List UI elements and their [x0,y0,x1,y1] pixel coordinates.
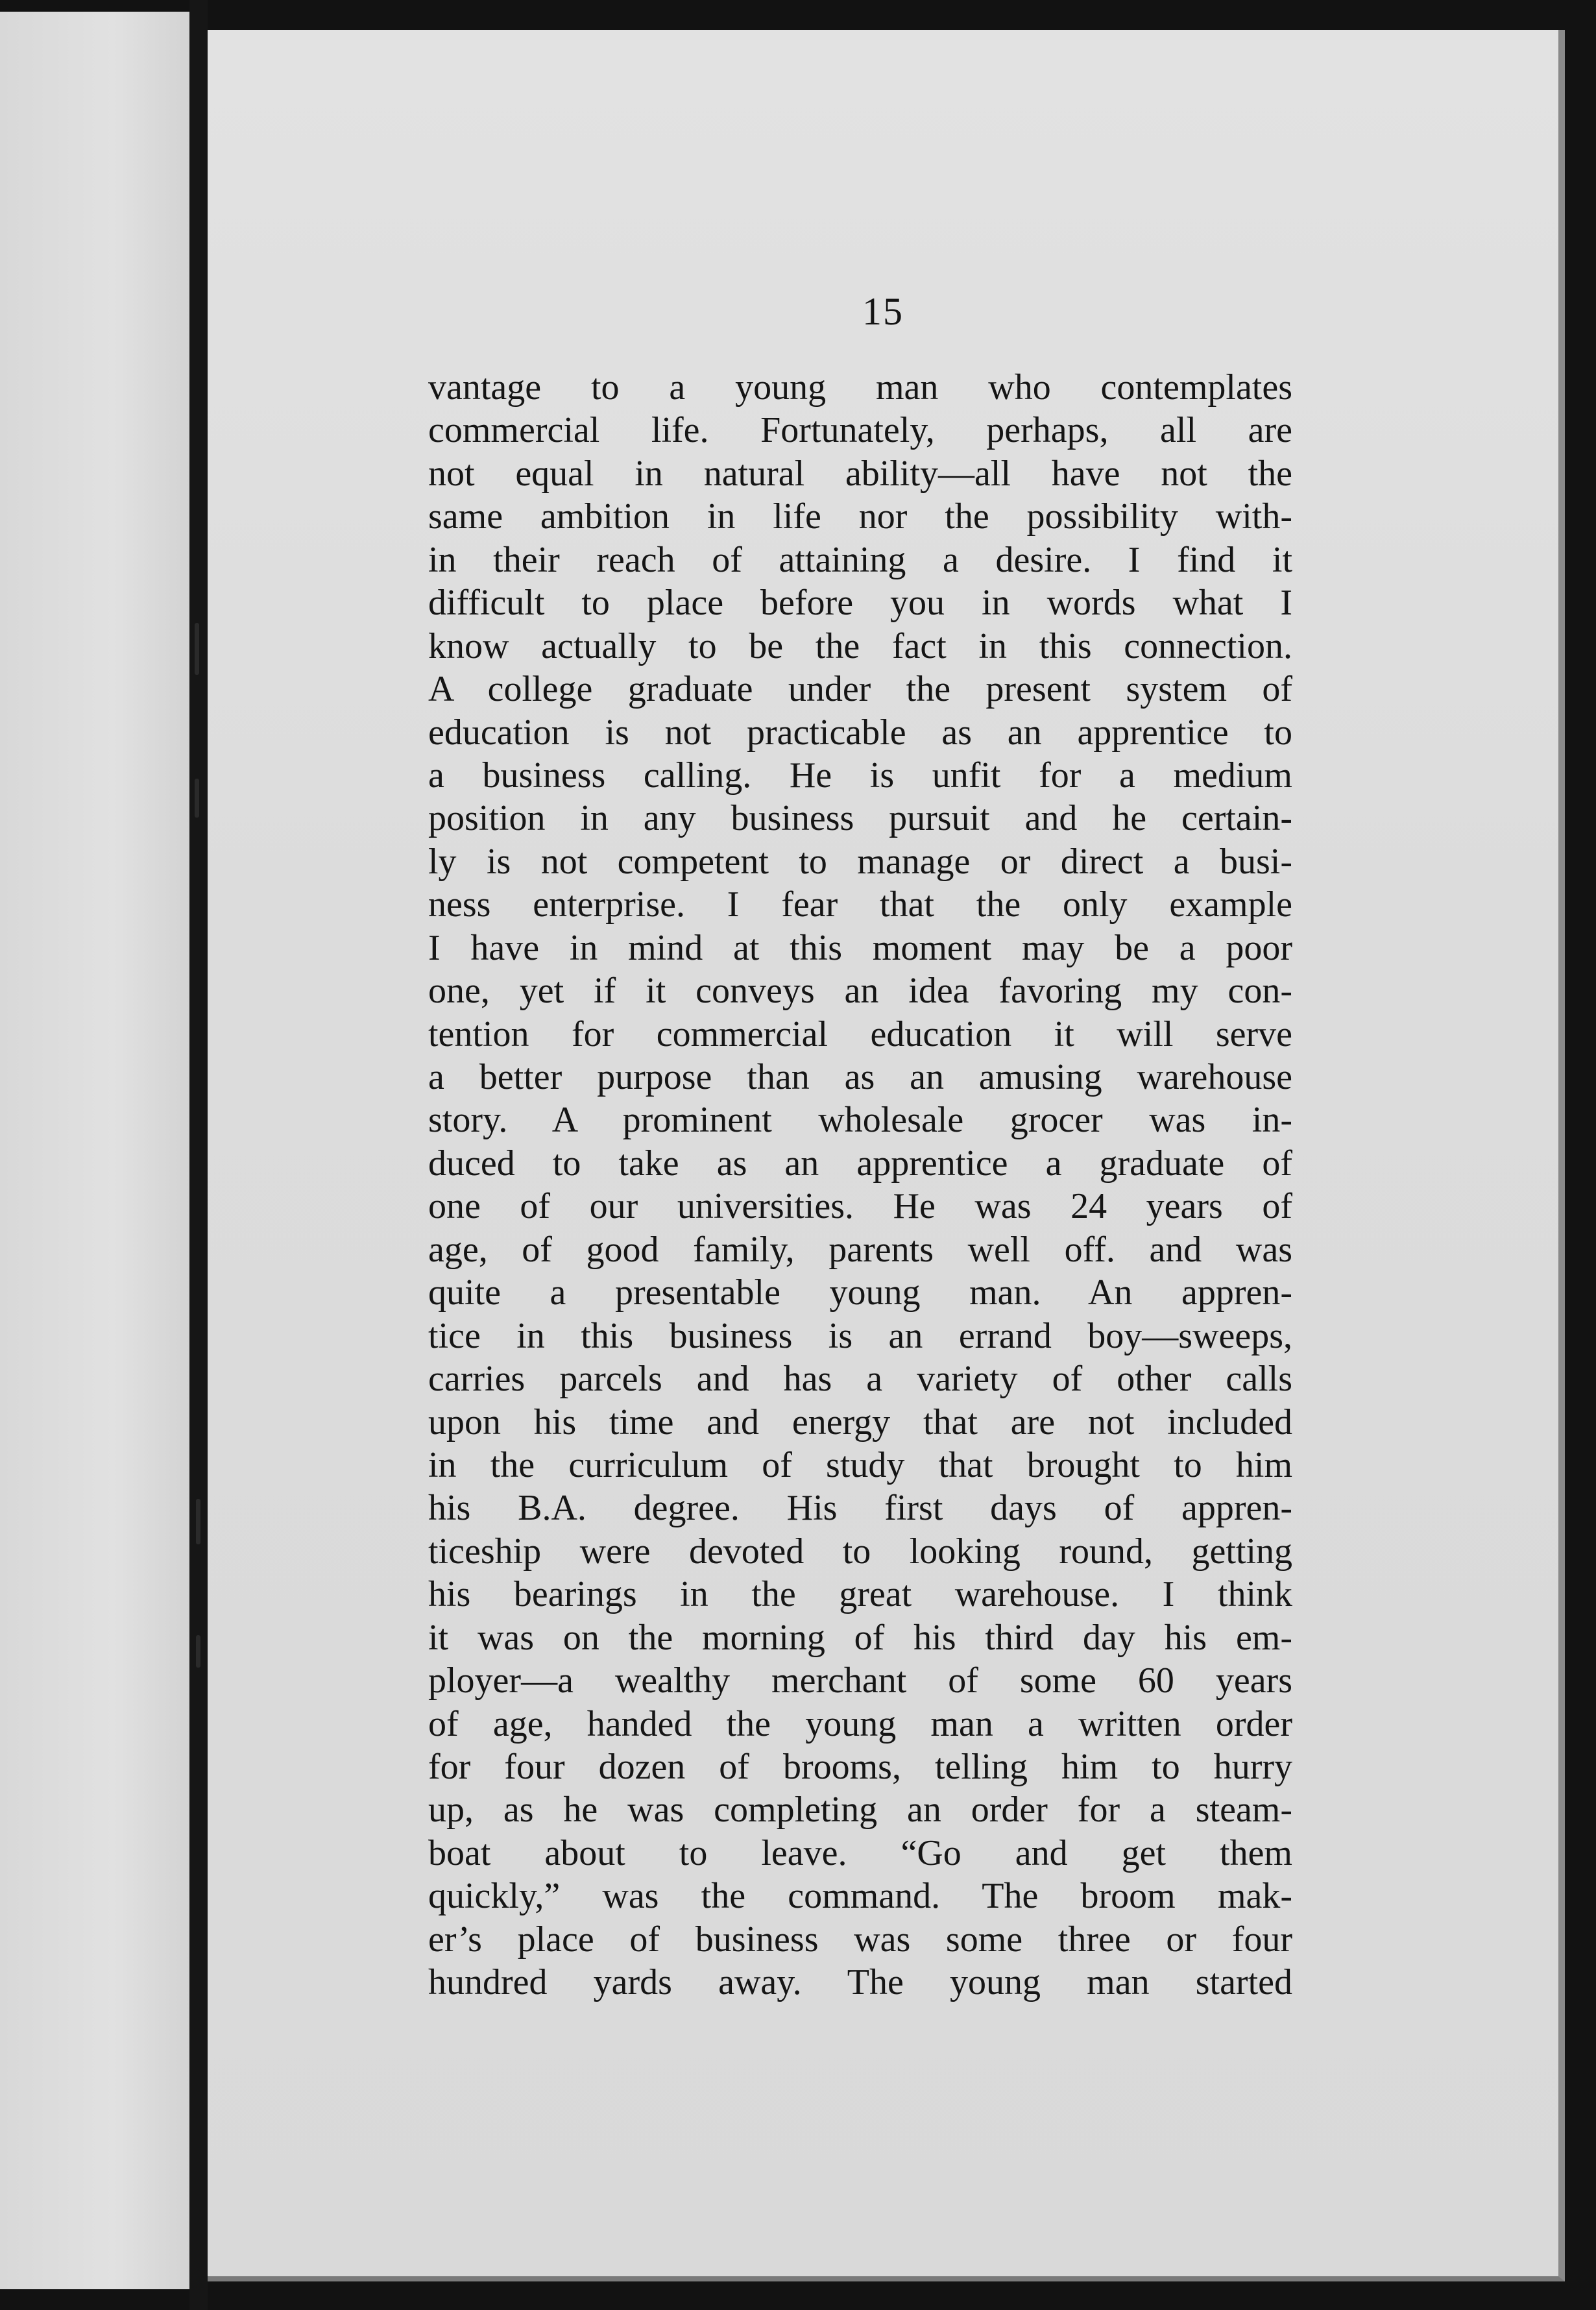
facing-page-edge [0,12,189,2289]
binding-mark [196,1499,200,1544]
text-line: hundred yards away. The young man started [428,1962,1292,2003]
text-line: in their reach of attaining a desire. I find it [428,539,1292,580]
text-line: one of our universities. He was 24 years of [428,1186,1292,1227]
body-text [428,366,1292,2004]
text-line: er’s place of business was some three or four [428,1919,1292,1960]
text-line: a business calling. He is unfit for a medium [428,755,1292,796]
text-line: up, as he was completing an order for a steam- [428,1790,1292,1830]
text-line: same ambition in life nor the possibility with- [428,496,1292,537]
text-line: commercial life. Fortunately, perhaps, all are [428,410,1292,451]
text-line: ticeship were devoted to looking round, getting [428,1531,1292,1572]
book-gutter [189,0,208,2310]
text-line: A college graduate under the present system of [428,669,1292,710]
text-line: education is not practicable as an apprentice to [428,712,1292,753]
text-line: in the curriculum of study that brought to him [428,1444,1292,1485]
text-line: his B.A. degree. His first days of appren- [428,1488,1292,1529]
text-line: duced to take as an apprentice a graduate of [428,1143,1292,1184]
text-line: not equal in natural ability—all have not the [428,453,1292,494]
binding-mark [195,779,199,818]
text-line: ness enterprise. I fear that the only example [428,884,1292,925]
text-line: tention for commercial education it will serve [428,1014,1292,1054]
text-line: of age, handed the young man a written order [428,1703,1292,1744]
text-line: vantage to a young man who contemplates [428,367,1292,407]
text-line: it was on the morning of his third day his em- [428,1617,1292,1658]
binding-mark [196,1635,200,1668]
text-line: for four dozen of brooms, telling him to hurry [428,1747,1292,1787]
binding-mark [195,623,199,675]
text-line: age, of good family, parents well off. and was [428,1229,1292,1270]
text-line: quite a presentable young man. An appren- [428,1272,1292,1313]
text-line: one, yet if it conveys an idea favoring my con- [428,971,1292,1012]
text-line: upon his time and energy that are not included [428,1402,1292,1442]
text-line: a better purpose than as an amusing warehouse [428,1057,1292,1097]
text-line: carries parcels and has a variety of other calls [428,1359,1292,1400]
text-line: ployer—a wealthy merchant of some 60 years [428,1660,1292,1701]
text-line: tice in this business is an errand boy—sweeps, [428,1315,1292,1356]
text-line: story. A prominent wholesale grocer was in- [428,1100,1292,1141]
page-number: 15 [862,290,904,333]
text-line: quickly,” was the command. The broom mak- [428,1876,1292,1917]
text-page [208,30,1565,2281]
text-line: his bearings in the great warehouse. I think [428,1574,1292,1615]
text-line: position in any business pursuit and he certain- [428,798,1292,839]
text-line: ly is not competent to manage or direct a busi- [428,841,1292,882]
text-line: boat about to leave. “Go and get them [428,1832,1292,1873]
text-line: I have in mind at this moment may be a poor [428,927,1292,968]
text-line: know actually to be the fact in this connection. [428,626,1292,666]
text-line: difficult to place before you in words what I [428,583,1292,624]
